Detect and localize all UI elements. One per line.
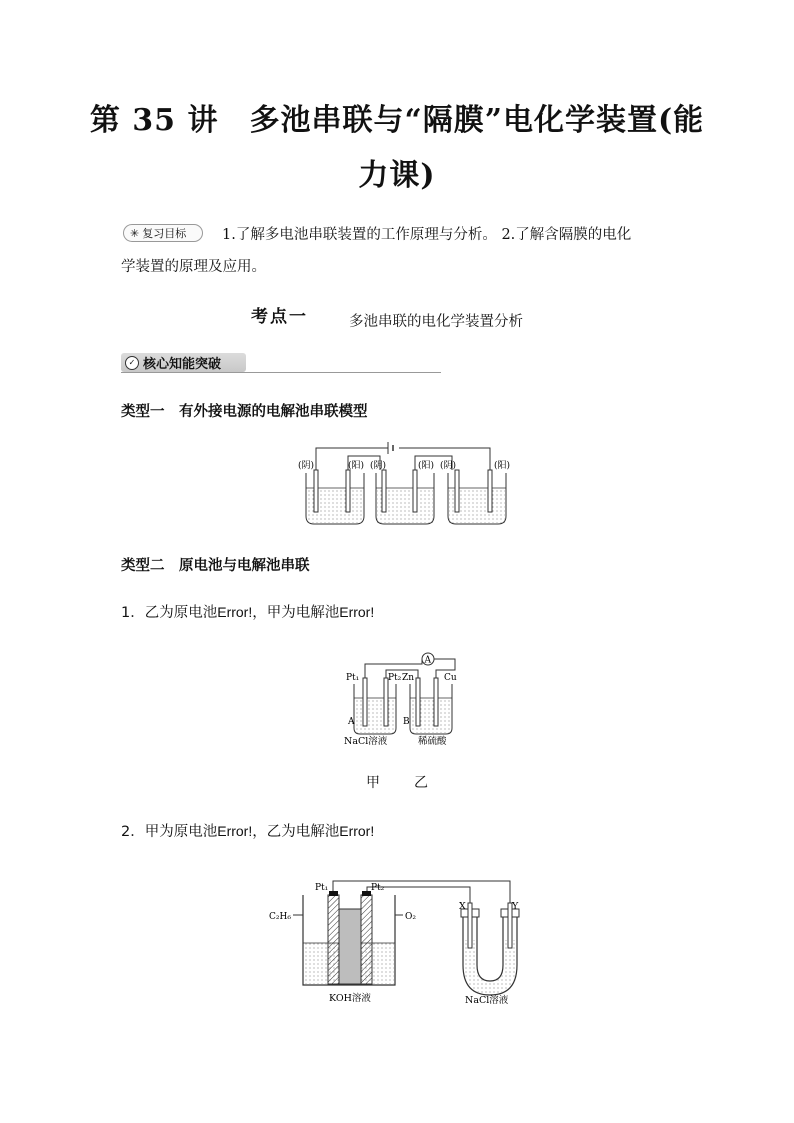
dilute-sulfuric-acid-label: 稀硫酸 bbox=[418, 736, 447, 747]
item2-error1: Error! bbox=[217, 823, 253, 839]
fuel-cell-electrolysis-figure bbox=[265, 875, 530, 1010]
cu-label: Cu bbox=[444, 673, 457, 683]
core-banner-label: 核心知能突破 bbox=[143, 357, 222, 372]
check-circle-icon: ✓ bbox=[125, 356, 139, 370]
page-title-line1: 第 35 讲 多池串联与“隔膜”电化学装置(能 bbox=[89, 103, 705, 138]
item1-error1: Error! bbox=[217, 604, 253, 620]
section-label: 考点一 bbox=[251, 307, 308, 327]
galvanic-electrolytic-figure-1 bbox=[340, 648, 470, 748]
y-electrode-label: Y bbox=[512, 901, 519, 912]
label-anode-2: (阳) bbox=[418, 461, 435, 471]
sun-icon: ✳ bbox=[130, 226, 140, 240]
zn-label: Zn bbox=[402, 673, 415, 683]
item1-error2: Error! bbox=[339, 604, 375, 620]
badge-label: 复习目标 bbox=[142, 227, 187, 240]
a-label: A bbox=[348, 717, 355, 727]
item2-text: 2．甲为原电池 bbox=[121, 824, 218, 840]
label-cathode-3: (阴) bbox=[440, 461, 457, 471]
nacl-solution-label: NaCl溶液 bbox=[344, 736, 388, 747]
koh-solution-label: KOH溶液 bbox=[329, 993, 371, 1004]
ammeter-label: A bbox=[424, 655, 431, 666]
item2-mid: ，乙为电解池 bbox=[252, 824, 340, 840]
label-anode-1: (阳) bbox=[348, 461, 365, 471]
item2-error2: Error! bbox=[339, 823, 375, 839]
label-cathode-1: (阴) bbox=[298, 461, 315, 471]
item1-text: 1．乙为原电池 bbox=[121, 605, 218, 621]
type1-heading: 类型一 有外接电源的电解池串联模型 bbox=[121, 404, 368, 420]
core-knowledge-banner bbox=[121, 353, 246, 372]
objectives-line2: 学装置的原理及应用。 bbox=[121, 259, 266, 275]
caption-jia: 甲 bbox=[366, 775, 380, 791]
page-title-line2: 力课) bbox=[358, 158, 436, 193]
pt1-label: Pt₁ bbox=[315, 883, 329, 893]
nacl-solution-label: NaCl溶液 bbox=[465, 995, 509, 1006]
label-anode-3: (阳) bbox=[494, 461, 511, 471]
type2-item2 bbox=[121, 820, 374, 841]
series-electrolysis-figure bbox=[296, 438, 526, 530]
b-label: B bbox=[403, 717, 410, 727]
objectives-line1: 1.了解多电池串联装置的工作原理与分析。 2.了解含隔膜的电化 bbox=[222, 227, 632, 243]
type2-heading: 类型二 原电池与电解池串联 bbox=[121, 558, 310, 574]
oxygen-label: O₂ bbox=[405, 912, 416, 922]
review-objectives-badge bbox=[123, 224, 203, 242]
divider bbox=[121, 372, 441, 373]
caption-yi: 乙 bbox=[414, 775, 428, 791]
pt1-label: Pt₁ bbox=[346, 673, 360, 683]
item1-mid: ，甲为电解池 bbox=[252, 605, 340, 621]
type2-item1 bbox=[121, 601, 374, 622]
x-electrode-label: X bbox=[459, 901, 466, 912]
label-cathode-2: (阴) bbox=[370, 461, 387, 471]
ethane-label: C₂H₆ bbox=[269, 912, 291, 922]
pt2-label: Pt₂ bbox=[371, 883, 385, 893]
section-subtitle: 多池串联的电化学装置分析 bbox=[349, 314, 523, 330]
pt2-label: Pt₂ bbox=[388, 673, 402, 683]
